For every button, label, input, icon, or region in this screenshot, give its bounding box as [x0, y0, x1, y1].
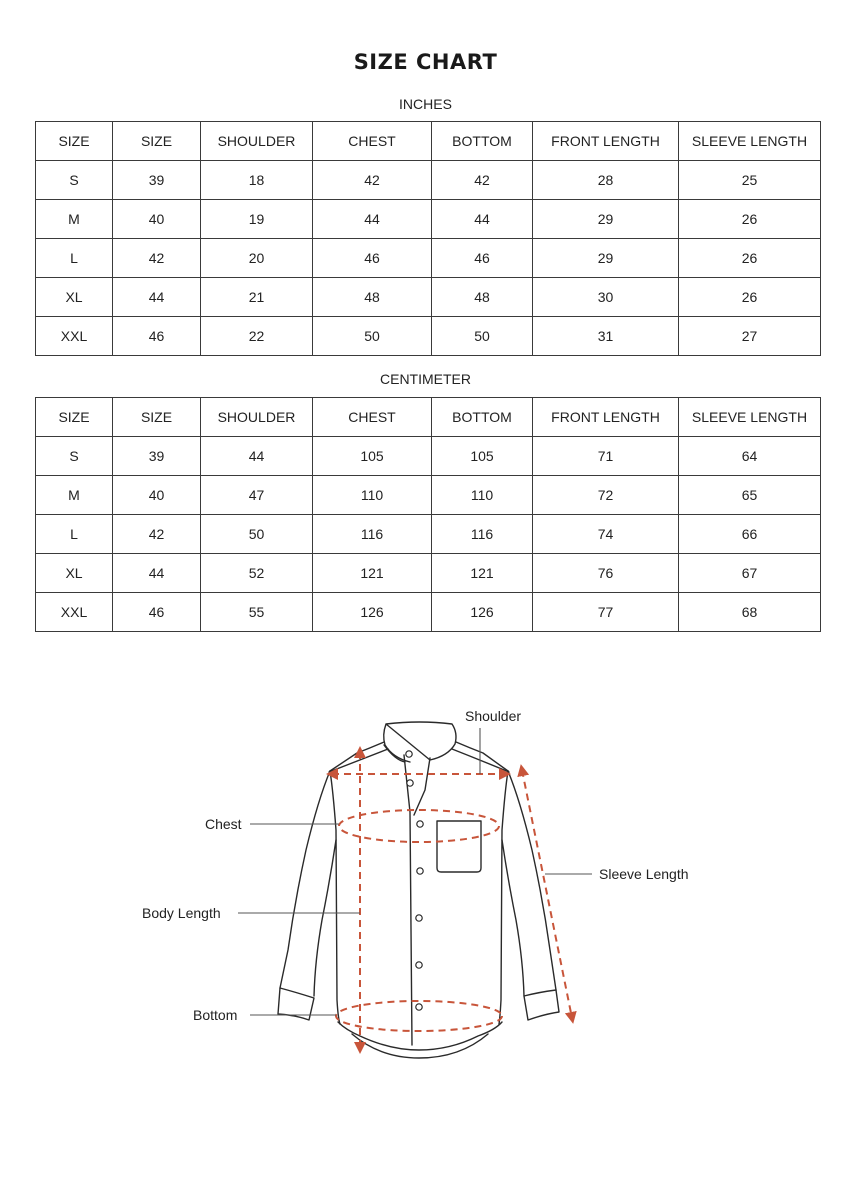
table-cell: 26: [679, 278, 821, 317]
table-cell: 71: [533, 437, 679, 476]
sleeve-length-label: Sleeve Length: [599, 866, 689, 882]
table-cell: 47: [201, 476, 313, 515]
centimeter-table-label: CENTIMETER: [380, 371, 471, 387]
table-row: [36, 200, 821, 239]
table-cell: 40: [113, 200, 201, 239]
inches-table-label: INCHES: [399, 96, 452, 112]
chest-label: Chest: [205, 816, 242, 832]
table-cell: 110: [313, 476, 432, 515]
header-cell: CHEST: [313, 122, 432, 161]
table-cell: 116: [432, 515, 533, 554]
table-cell: 105: [432, 437, 533, 476]
table-cell: 44: [432, 200, 533, 239]
table-cell: 64: [679, 437, 821, 476]
table-cell: 48: [432, 278, 533, 317]
header-cell: SLEEVE LENGTH: [679, 398, 821, 437]
header-cell: SIZE: [113, 122, 201, 161]
table-cell: 46: [432, 239, 533, 278]
table-row: [36, 476, 821, 515]
table-row: [36, 593, 821, 632]
table-cell: 20: [201, 239, 313, 278]
table-cell: 50: [313, 317, 432, 356]
header-cell: FRONT LENGTH: [533, 122, 679, 161]
header-cell: FRONT LENGTH: [533, 398, 679, 437]
table-cell: 126: [313, 593, 432, 632]
header-cell: SIZE: [36, 398, 113, 437]
table-cell: L: [36, 239, 113, 278]
header-cell: SHOULDER: [201, 398, 313, 437]
table-cell: 28: [533, 161, 679, 200]
table-cell: 65: [679, 476, 821, 515]
table-cell: 46: [113, 593, 201, 632]
table-cell: 50: [432, 317, 533, 356]
centimeter-table: [35, 397, 821, 632]
table-cell: L: [36, 515, 113, 554]
table-cell: 21: [201, 278, 313, 317]
table-header-row: [36, 398, 821, 437]
table-cell: 46: [313, 239, 432, 278]
table-cell: 22: [201, 317, 313, 356]
table-header-row: [36, 122, 821, 161]
header-cell: BOTTOM: [432, 398, 533, 437]
table-cell: 121: [313, 554, 432, 593]
table-cell: 39: [113, 161, 201, 200]
table-cell: XXL: [36, 317, 113, 356]
table-cell: 76: [533, 554, 679, 593]
table-cell: 55: [201, 593, 313, 632]
table-cell: 116: [313, 515, 432, 554]
table-cell: S: [36, 437, 113, 476]
table-cell: 42: [432, 161, 533, 200]
table-cell: 19: [201, 200, 313, 239]
table-row: [36, 239, 821, 278]
table-cell: 44: [113, 554, 201, 593]
table-cell: 121: [432, 554, 533, 593]
table-cell: 40: [113, 476, 201, 515]
table-cell: 67: [679, 554, 821, 593]
table-cell: 72: [533, 476, 679, 515]
bottom-label: Bottom: [193, 1007, 238, 1023]
table-cell: XXL: [36, 593, 113, 632]
table-cell: 66: [679, 515, 821, 554]
table-cell: M: [36, 200, 113, 239]
body-length-label: Body Length: [142, 905, 221, 921]
table-cell: 110: [432, 476, 533, 515]
header-cell: SLEEVE LENGTH: [679, 122, 821, 161]
table-row: [36, 161, 821, 200]
header-cell: SHOULDER: [201, 122, 313, 161]
shirt-measurement-diagram: [0, 690, 851, 1070]
table-cell: 31: [533, 317, 679, 356]
table-cell: 18: [201, 161, 313, 200]
header-cell: SIZE: [113, 398, 201, 437]
table-cell: 68: [679, 593, 821, 632]
table-cell: 46: [113, 317, 201, 356]
table-cell: 42: [113, 239, 201, 278]
table-cell: 52: [201, 554, 313, 593]
page-title: SIZE CHART: [353, 50, 498, 74]
table-row: [36, 515, 821, 554]
table-cell: 48: [313, 278, 432, 317]
table-cell: 44: [313, 200, 432, 239]
table-cell: 50: [201, 515, 313, 554]
table-row: [36, 437, 821, 476]
table-cell: 26: [679, 239, 821, 278]
table-cell: 44: [113, 278, 201, 317]
table-cell: 44: [201, 437, 313, 476]
table-cell: 105: [313, 437, 432, 476]
table-cell: 29: [533, 239, 679, 278]
table-row: [36, 554, 821, 593]
table-cell: 126: [432, 593, 533, 632]
table-cell: XL: [36, 278, 113, 317]
button-icons: [406, 751, 423, 1010]
shirt-illustration: [0, 690, 851, 1070]
table-cell: 42: [313, 161, 432, 200]
table-row: [36, 278, 821, 317]
table-cell: M: [36, 476, 113, 515]
table-cell: 30: [533, 278, 679, 317]
table-cell: 29: [533, 200, 679, 239]
table-cell: 77: [533, 593, 679, 632]
table-cell: 39: [113, 437, 201, 476]
table-cell: 42: [113, 515, 201, 554]
table-cell: 74: [533, 515, 679, 554]
table-cell: 27: [679, 317, 821, 356]
table-cell: XL: [36, 554, 113, 593]
header-cell: SIZE: [36, 122, 113, 161]
table-row: [36, 317, 821, 356]
table-cell: 26: [679, 200, 821, 239]
table-cell: 25: [679, 161, 821, 200]
inches-table: [35, 121, 821, 356]
table-cell: S: [36, 161, 113, 200]
shoulder-label: Shoulder: [465, 708, 522, 724]
header-cell: CHEST: [313, 398, 432, 437]
header-cell: BOTTOM: [432, 122, 533, 161]
